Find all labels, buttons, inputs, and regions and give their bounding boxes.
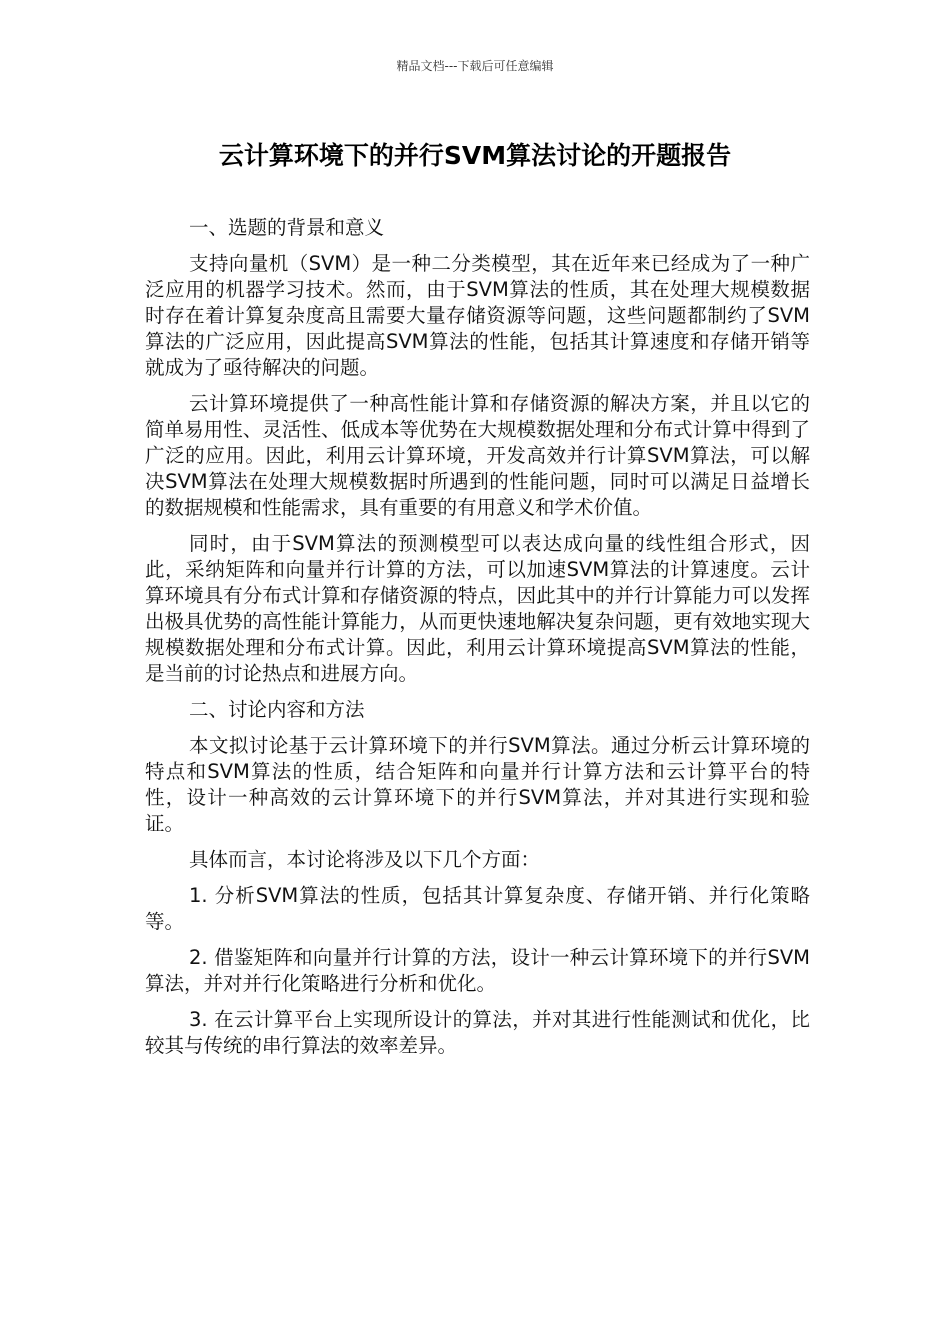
paragraph-aspects-intro: 具体而言，本讨论将涉及以下几个方面： [189,848,541,871]
section-heading-content-method: 二、讨论内容和方法 [189,698,365,721]
document-body [145,215,810,1069]
section-heading-background: 一、选题的背景和意义 [189,216,385,239]
list-item-1: 1. 分析SVM算法的性质，包括其计算复杂度、存储开销、并行化策略等。 [145,884,810,933]
paragraph-parallel-computing: 同时，由于SVM算法的预测模型可以表达成向量的线性组合形式，因此，采纳矩阵和向量并行计算的方法，可以加速SVM算法的计算速度。云计算环境具有分布式计算和存储资源的特点，因此其中的并行计算能力可以发挥出极具优势的高性能计算能力，从而更快速地解决复杂问题，更有效地实现大规模数据处理和分布式计算。因此，利用云计算环境提高SVM算法的性能，是当前的讨论热点和进展方向。 [145,532,810,685]
list-item-3: 3. 在云计算平台上实现所设计的算法，并对其进行性能测试和优化，比较其与传统的串行算法的效率差异。 [145,1008,810,1057]
header-note: 精品文档---下载后可任意编辑 [396,59,554,73]
list-item-2: 2. 借鉴矩阵和向量并行计算的方法，设计一种云计算环境下的并行SVM算法，并对并行化策略进行分析和优化。 [145,946,810,995]
paragraph-cloud-computing: 云计算环境提供了一种高性能计算和存储资源的解决方案，并且以它的简单易用性、灵活性、低成本等优势在大规模数据处理和分布式计算中得到了广泛的应用。因此，利用云计算环境，开发高效并行计算SVM算法，可以解决SVM算法在处理大规模数据时所遇到的性能问题，同时可以满足日益增长的数据规模和性能需求，具有重要的有用意义和学术价值。 [145,392,810,519]
document-title: 云计算环境下的并行SVM算法讨论的开题报告 [218,141,732,170]
paragraph-svm-intro: 支持向量机（SVM）是一种二分类模型，其在近年来已经成为了一种广泛应用的机器学习技术。然而，由于SVM算法的性质，其在处理大规模数据时存在着计算复杂度高且需要大量存储资源等问题，这些问题都制约了SVM算法的广泛应用，因此提高SVM算法的性能，包括其计算速度和存储开销等就成为了亟待解决的问题。 [145,252,810,379]
paragraph-research-plan: 本文拟讨论基于云计算环境下的并行SVM算法。通过分析云计算环境的特点和SVM算法的性质，结合矩阵和向量并行计算方法和云计算平台的特性，设计一种高效的云计算环境下的并行SVM算法，并对其进行实现和验证。 [145,734,810,835]
